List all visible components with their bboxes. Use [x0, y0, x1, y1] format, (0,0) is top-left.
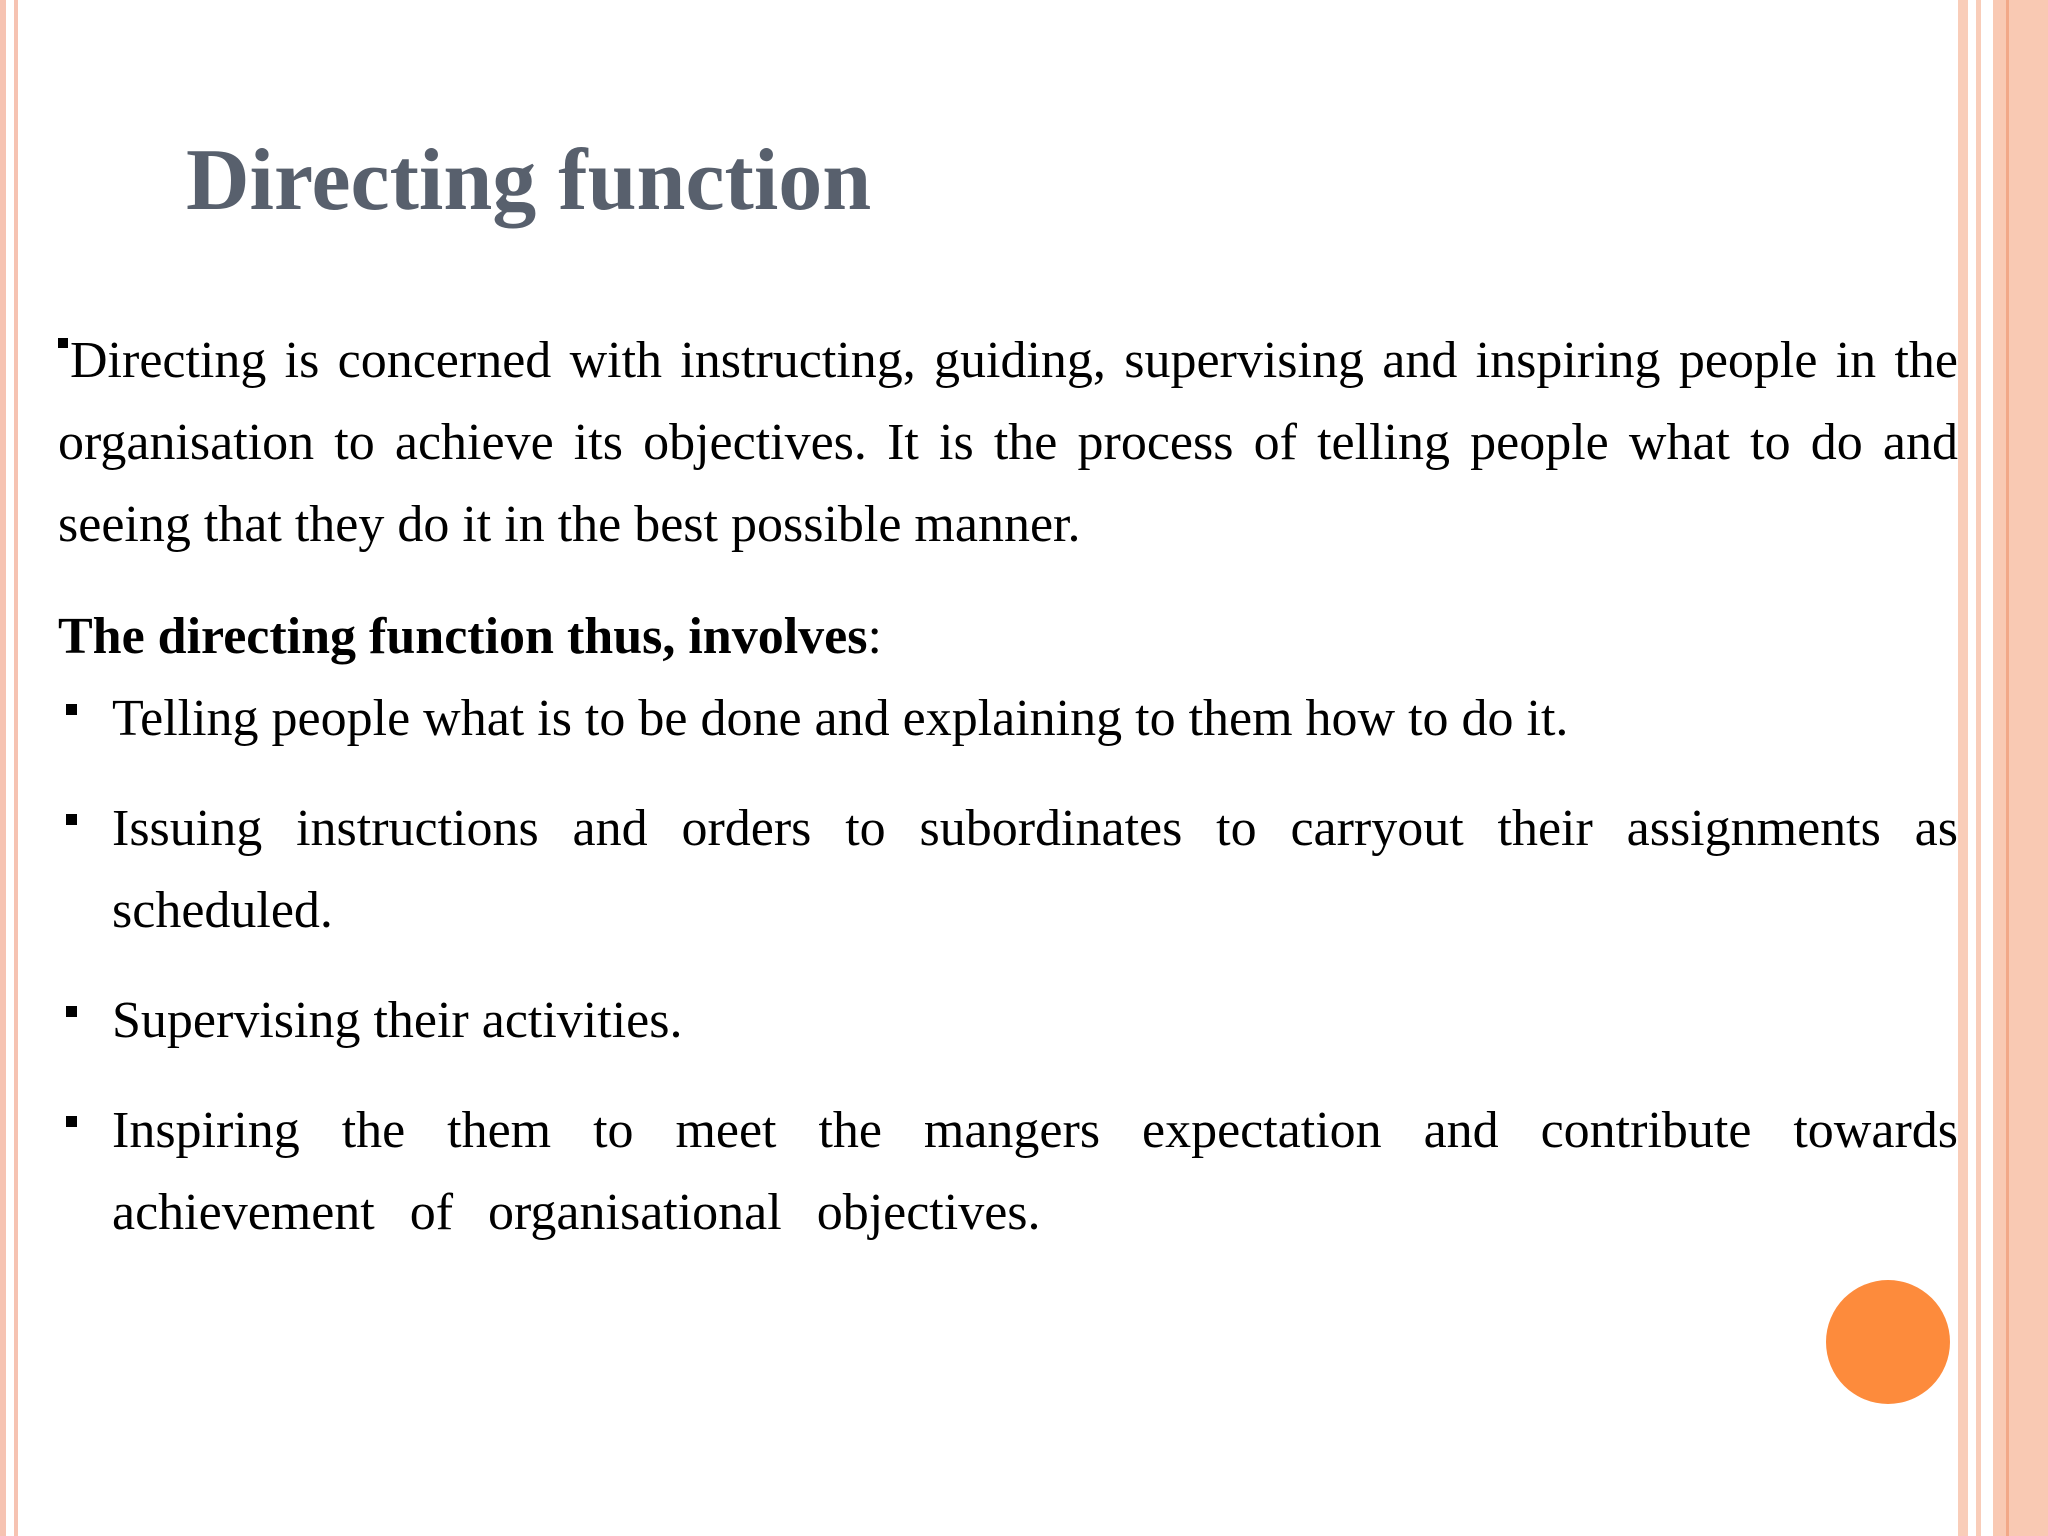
square-bullet-icon [66, 1006, 77, 1017]
list-item [58, 678, 1958, 760]
right-border-strip-thin [1976, 0, 1981, 1536]
orange-circle-decoration [1826, 1280, 1950, 1404]
list-heading-colon: : [867, 608, 882, 665]
list-heading [58, 596, 1958, 678]
right-border-band [1993, 0, 2048, 1536]
list-item [58, 980, 1958, 1062]
slide-title: Directing function [186, 132, 872, 229]
intro-paragraph [58, 320, 1958, 566]
list-item-text: Supervising their activities. [112, 992, 683, 1049]
square-bullet-icon [66, 1116, 77, 1127]
left-border-line [0, 0, 6, 1536]
list-item-text: Telling people what is to be done and explaining to them how to do it. [112, 690, 1569, 747]
list-heading-bold: The directing function thus, involves [58, 608, 868, 665]
bullet-list [58, 678, 1958, 1254]
intro-text: Directing is concerned with instructing, guiding, supervising and inspiring people in the organisation to achieve its objectives. It is the process of telling people what to do and seeing that they do it in the best possible manner. [58, 332, 1958, 553]
right-border-strip [1958, 0, 1968, 1536]
list-item [58, 1090, 1958, 1254]
right-border-band-line [2006, 0, 2009, 1536]
list-item-text: Issuing instructions and orders to subordinates to carryout their assignments as scheduled. [112, 800, 1958, 939]
left-border-line-inner [14, 0, 18, 1536]
list-item-text: Inspiring the them to meet the mangers expectation and contribute towards achievement of organisational objectives. [112, 1102, 1958, 1241]
square-bullet-icon [66, 814, 77, 825]
square-bullet-icon [58, 338, 68, 348]
list-item [58, 788, 1958, 952]
square-bullet-icon [66, 704, 77, 715]
slide-body [58, 320, 1958, 1254]
